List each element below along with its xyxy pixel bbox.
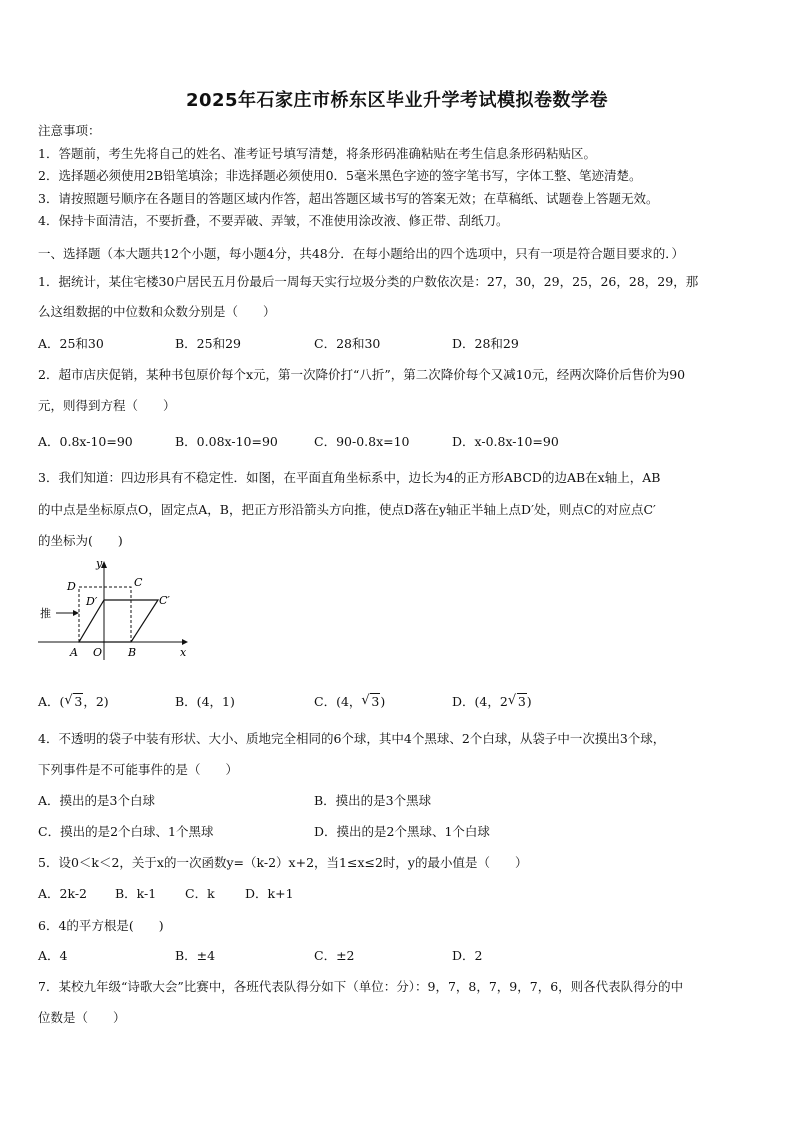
- q4-option-c: C．摸出的是2个白球、1个黑球: [38, 824, 214, 839]
- q3-c-prefix: C．(4，: [314, 694, 362, 709]
- q3-c-suffix: ): [380, 694, 386, 709]
- q4-option-a: A．摸出的是3个白球: [38, 793, 155, 808]
- label-D: D: [67, 580, 76, 593]
- q2-option-c: C．90-0.8x=10: [314, 434, 410, 449]
- question-7-line1: 7．某校九年级“诗歌大会”比赛中，各班代表队得分如下（单位：分）：9，7，8，7，9，7，6，则各代表队得分的中: [38, 979, 684, 994]
- sqrt-symbol: [64, 694, 83, 709]
- label-x: x: [180, 646, 187, 659]
- q2-option-d: D．x-0.8x-10=90: [452, 434, 559, 449]
- q5-option-b: B．k-1: [115, 886, 157, 901]
- q6-option-a: A．4: [38, 948, 68, 963]
- label-y: y: [96, 557, 103, 570]
- question-4-line1: 4．不透明的袋子中装有形状、大小、质地完全相同的6个球，其中4个黑球、2个白球，从袋子中一次摸出3个球，: [38, 731, 666, 746]
- push-label: 推: [40, 607, 51, 620]
- label-A: A: [70, 646, 78, 659]
- question-3-line3: 的坐标为( ): [38, 533, 123, 548]
- label-B: B: [128, 646, 137, 659]
- question-2-line2: 元，则得到方程（ ）: [38, 398, 176, 413]
- q1-option-b: B．25和29: [175, 336, 241, 351]
- question-6-line1: 6．4的平方根是( ): [38, 918, 164, 933]
- question-2-line1: 2．超市店庆促销，某种书包原价每个x元，第一次降价打“八折”，第二次降价每个又减10元，经两次降价后售价为90: [38, 367, 686, 382]
- question-1-line2: 么这组数据的中位数和众数分别是（ ）: [38, 304, 276, 319]
- q5-option-c: C．k: [185, 886, 215, 901]
- q5-option-a: A．2k-2: [38, 886, 88, 901]
- notes-heading: 注意事项：: [38, 123, 101, 138]
- q3-c-radicand: 3: [371, 694, 380, 709]
- q3-d-prefix: D．(4，2: [452, 694, 508, 709]
- q6-option-c: C．±2: [314, 948, 355, 963]
- page-title: 2025年石家庄市桥东区毕业升学考试模拟卷数学卷: [185, 90, 609, 111]
- push-arrow-head: [73, 610, 79, 616]
- sqrt-symbol: [508, 694, 527, 709]
- q2-option-a: A．0.8x-10=90: [38, 434, 133, 449]
- question-7-line2: 位数是（ ）: [38, 1010, 126, 1025]
- note-item: 2．选择题必须使用2B铅笔填涂；非选择题必须使用0．5毫米黑色字迹的签字笔书写，字体工整、笔迹清楚。: [38, 168, 642, 183]
- question-3-line2: 的中点是坐标原点O，固定点A，B，把正方形沿箭头方向推，使点D落在y轴正半轴上点D′处，则点C的对应点C′: [38, 502, 656, 517]
- note-item: 4．保持卡面清洁，不要折叠，不要弄破、弄皱，不准使用涂改液、修正带、刮纸刀。: [38, 213, 509, 228]
- note-item: 3．请按照题号顺序在各题目的答题区域内作答，超出答题区域书写的答案无效；在草稿纸、试题卷上答题无效。: [38, 190, 659, 206]
- q4-option-d: D．摸出的是2个黑球、1个白球: [314, 824, 490, 839]
- q3-option-b: B．(4，1): [175, 694, 235, 709]
- q1-option-c: C．28和30: [314, 336, 381, 351]
- label-D-prime: D′: [86, 595, 98, 608]
- question-5-line1: 5．设0＜k＜2，关于x的一次函数y=（k-2）x+2，当1≤x≤2时，y的最小值是（ ）: [38, 855, 528, 870]
- note-item: 1．答题前，考生先将自己的姓名、准考证号填写清楚，将条形码准确粘贴在考生信息条形码粘贴区。: [38, 145, 596, 161]
- q3-option-a: [38, 692, 109, 710]
- label-C: C: [134, 576, 143, 589]
- question-3-line1: 3．我们知道：四边形具有不稳定性．如图，在平面直角坐标系中，边长为4的正方形ABCD的边AB在x轴上，AB: [38, 470, 661, 485]
- q3-option-d: [452, 692, 532, 710]
- question-1-line1: 1．据统计，某住宅楼30户居民五月份最后一周每天实行垃圾分类的户数依次是：27，30，29，25，26，28，29，那: [38, 274, 699, 289]
- q3-figure: [34, 556, 194, 664]
- sqrt-symbol: [361, 694, 380, 709]
- q3-d-radicand: 3: [517, 694, 526, 709]
- q3-d-suffix: ): [526, 694, 532, 709]
- q6-option-d: D．2: [452, 948, 483, 963]
- notes-block: [38, 120, 658, 233]
- q1-option-a: A．25和30: [38, 336, 104, 351]
- x-axis-arrow: [182, 639, 188, 645]
- q5-option-d: D．k+1: [245, 886, 294, 901]
- section-heading: 一、选择题（本大题共12个小题，每小题4分，共48分．在每小题给出的四个选项中，只有一项是符合题目要求的．）: [38, 246, 685, 261]
- q3-a-prefix: A．(: [38, 694, 65, 709]
- q3-a-radicand: 3: [74, 694, 83, 709]
- q6-option-b: B．±4: [175, 948, 216, 963]
- q3-option-c: [314, 692, 385, 710]
- q4-option-b: B．摸出的是3个黑球: [314, 793, 432, 808]
- q2-option-b: B．0.08x-10=90: [175, 434, 278, 449]
- label-C-prime: C′: [159, 594, 170, 607]
- q3-a-suffix: ，2): [83, 694, 109, 709]
- question-4-line2: 下列事件是不可能事件的是（ ）: [38, 762, 239, 777]
- label-O: O: [93, 646, 103, 659]
- q1-option-d: D．28和29: [452, 336, 519, 351]
